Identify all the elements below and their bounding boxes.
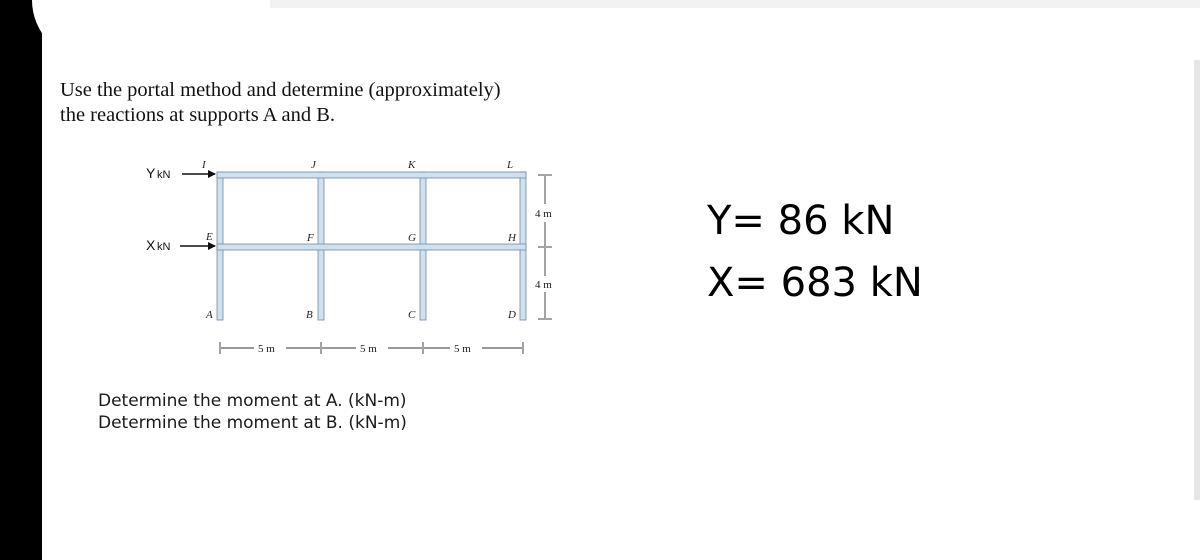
load-Y-unit: kN [157,169,171,181]
joint-L: L [507,159,514,171]
question-moment-A: Determine the moment at A. (kN-m) [98,391,407,411]
support-C: C [408,309,416,321]
frame-members [217,172,526,320]
joint-I: I [202,159,206,171]
problem-line-2: the reactions at supports A and B. [60,104,335,126]
joint-E: E [206,231,213,243]
load-X-unit: kN [157,241,171,253]
question-moment-B: Determine the moment at B. (kN-m) [98,413,407,433]
joint-G: G [408,232,416,244]
span-1-label: 5 m [258,343,275,355]
given-values [707,190,923,314]
load-X-symbol: X [146,237,156,253]
value-X: X= 683 kN [707,260,923,306]
load-X [146,237,215,253]
joint-labels [201,159,517,321]
height-1-label: 4 m [535,208,552,220]
span-3-label: 5 m [454,343,471,355]
joint-H: H [508,232,516,244]
beam-middle [217,244,526,250]
height-dimensions [538,175,552,319]
value-Y: Y= 86 kN [707,198,895,244]
joint-J: J [311,159,316,171]
load-Y-symbol: Y [146,165,156,181]
support-A: A [206,309,213,321]
span-2-label: 5 m [360,343,377,355]
support-D: D [508,309,516,321]
height-2-label: 4 m [535,279,552,291]
beam-top [217,172,526,178]
problem-line-1: Use the portal method and determine (approximately) [60,79,501,101]
support-B: B [306,309,313,321]
joint-F: F [307,232,314,244]
joint-K: K [408,159,416,171]
questions [98,390,407,434]
